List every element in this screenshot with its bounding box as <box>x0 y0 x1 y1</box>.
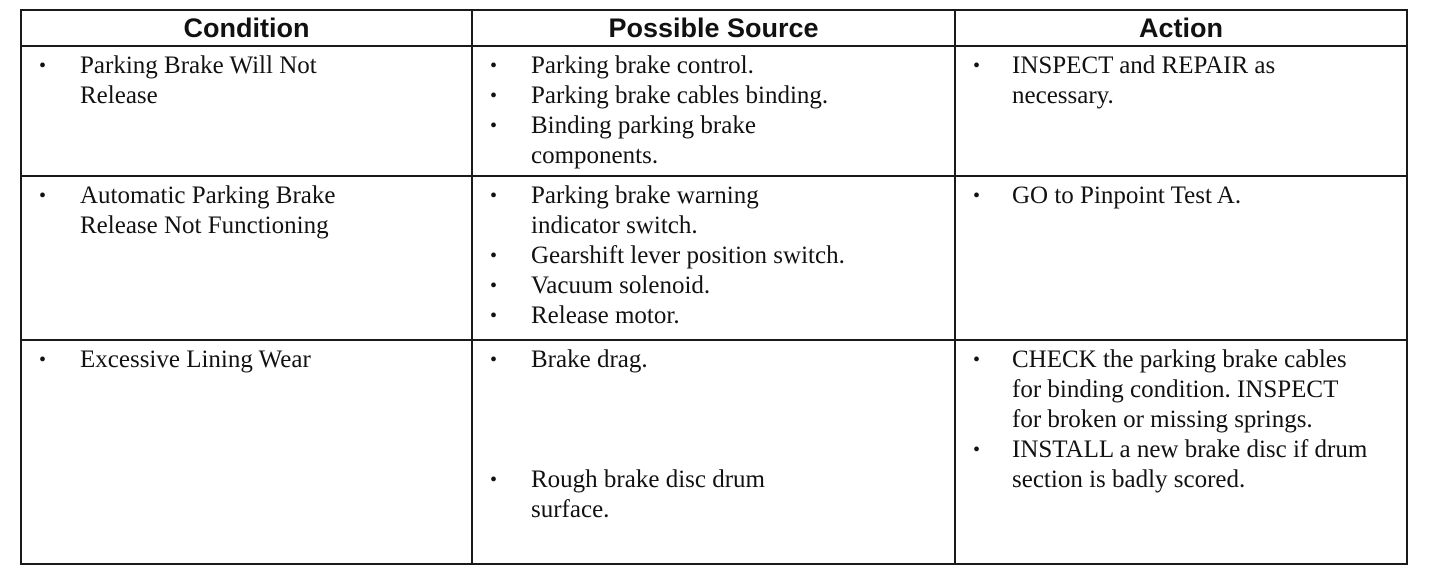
list-item <box>30 51 465 111</box>
source-text: Release motor. <box>531 302 680 329</box>
bullet-icon: • <box>490 245 498 267</box>
bullet-icon: • <box>490 115 498 137</box>
action-text: INSPECT and REPAIR as necessary. <box>1012 52 1276 109</box>
list-item <box>30 345 465 375</box>
condition-text: Parking Brake Will Not Release <box>80 52 317 109</box>
list-item <box>964 181 1400 211</box>
source-cell <box>472 340 955 564</box>
list-item <box>964 435 1400 495</box>
list-item <box>964 345 1400 435</box>
bullet-icon: • <box>973 349 981 371</box>
list-item <box>481 271 948 301</box>
action-text: CHECK the parking brake cables for binding condition. INSPECT for broken or missing springs. <box>1012 346 1347 433</box>
table-row <box>21 46 1407 176</box>
source-text: Brake drag. <box>531 346 648 373</box>
table-row <box>21 176 1407 340</box>
bullet-icon: • <box>490 349 498 371</box>
source-cell <box>472 46 955 176</box>
table-row <box>21 340 1407 564</box>
list-item <box>964 51 1400 111</box>
condition-cell <box>21 340 472 564</box>
bullet-icon: • <box>973 439 981 461</box>
list-item <box>481 181 948 241</box>
list-item <box>481 465 948 525</box>
action-cell <box>955 46 1407 176</box>
header-row <box>21 10 1407 46</box>
bullet-icon: • <box>490 55 498 77</box>
list-item <box>481 345 948 375</box>
bullet-icon: • <box>490 469 498 491</box>
list-item <box>481 81 948 111</box>
source-text: Binding parking brake components. <box>531 112 756 169</box>
bullet-icon: • <box>490 185 498 207</box>
list-item <box>481 301 948 331</box>
condition-cell <box>21 176 472 340</box>
header-condition: Condition <box>21 10 472 46</box>
source-cell <box>472 176 955 340</box>
source-text: Vacuum solenoid. <box>531 272 711 299</box>
source-text: Gearshift lever position switch. <box>531 242 845 269</box>
header-possible-source: Possible Source <box>472 10 955 46</box>
action-text: INSTALL a new brake disc if drum section is badly scored. <box>1012 436 1368 493</box>
header-action: Action <box>955 10 1407 46</box>
action-cell <box>955 176 1407 340</box>
list-item <box>481 51 948 81</box>
bullet-icon: • <box>490 85 498 107</box>
list-item <box>481 111 948 171</box>
diagnosis-table <box>20 9 1408 565</box>
bullet-icon: • <box>39 185 47 207</box>
bullet-icon: • <box>973 55 981 77</box>
bullet-icon: • <box>39 349 47 371</box>
source-text: Parking brake control. <box>531 52 754 79</box>
source-text: Parking brake warning indicator switch. <box>531 182 759 239</box>
action-text: GO to Pinpoint Test A. <box>1012 182 1242 209</box>
source-text: Parking brake cables binding. <box>531 82 829 109</box>
condition-cell <box>21 46 472 176</box>
bullet-icon: • <box>490 275 498 297</box>
bullet-icon: • <box>39 55 47 77</box>
list-item <box>481 241 948 271</box>
action-cell <box>955 340 1407 564</box>
source-text: Rough brake disc drum surface. <box>531 466 765 523</box>
condition-text: Automatic Parking Brake Release Not Functioning <box>80 182 336 239</box>
list-item <box>30 181 465 241</box>
bullet-icon: • <box>973 185 981 207</box>
condition-text: Excessive Lining Wear <box>80 346 311 373</box>
bullet-icon: • <box>490 305 498 327</box>
